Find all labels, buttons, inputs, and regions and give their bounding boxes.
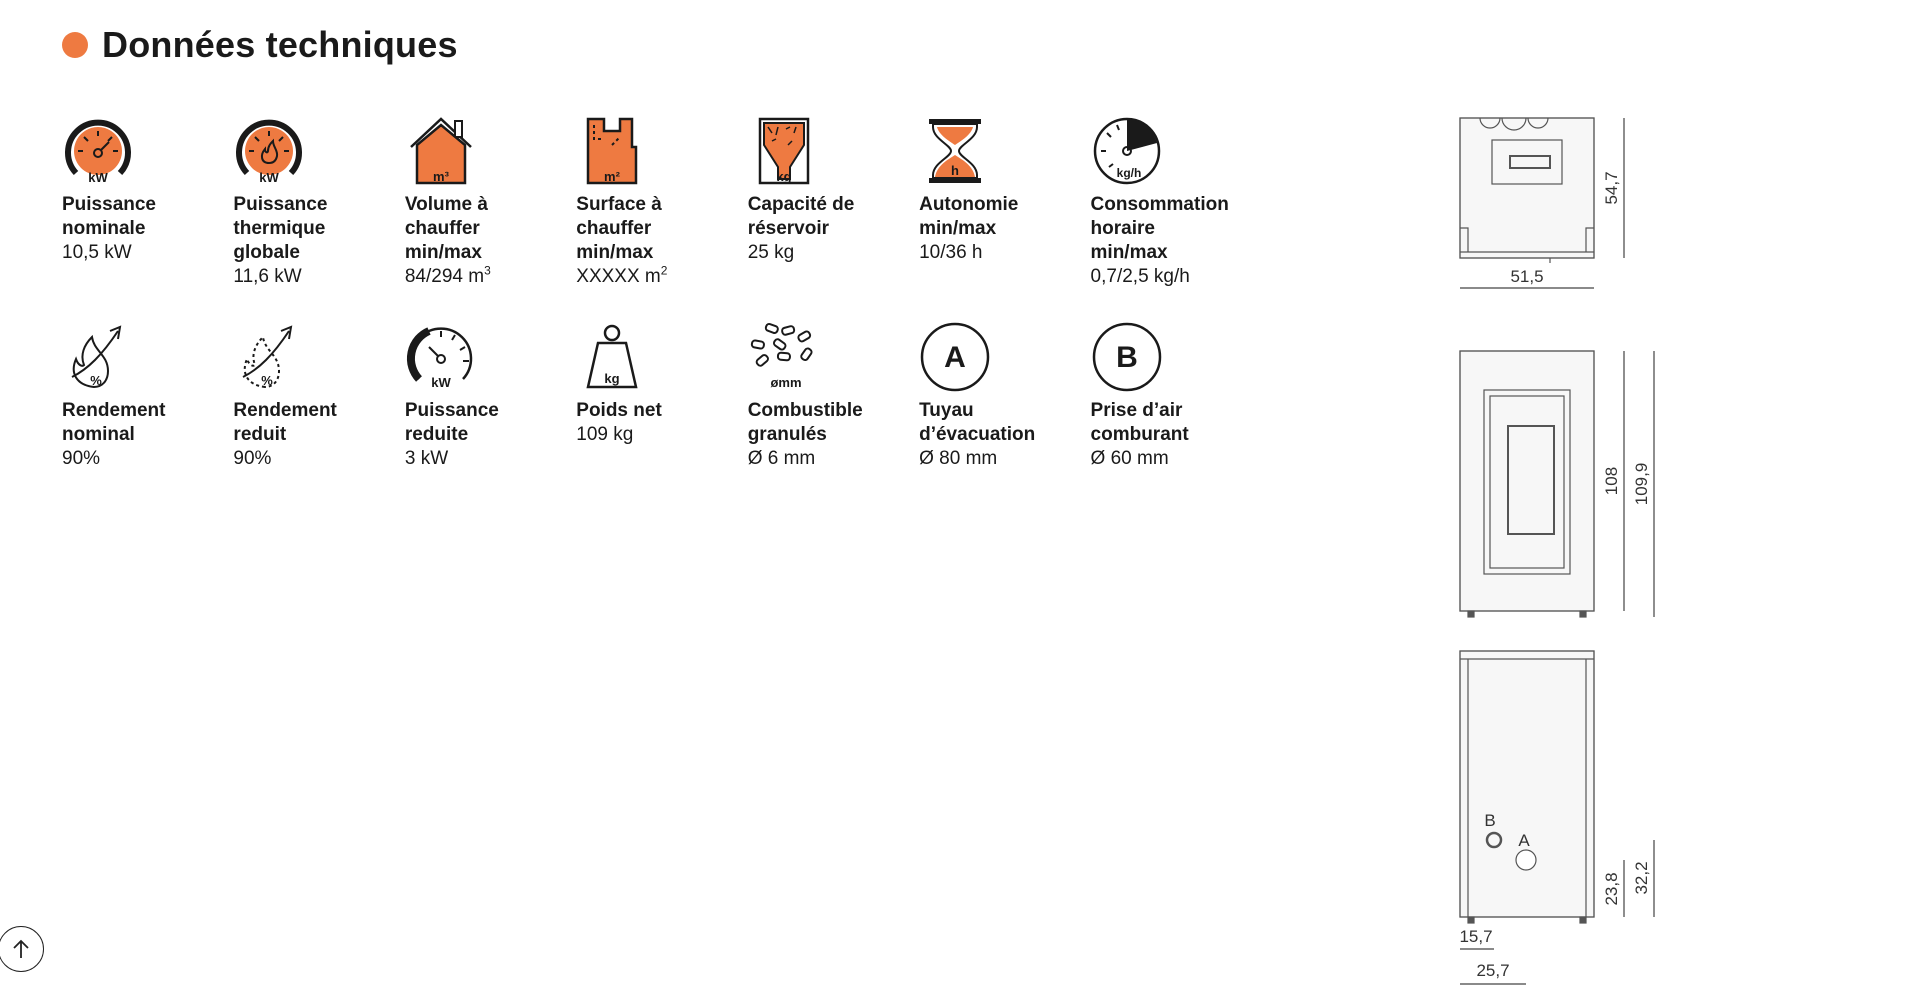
spec-label: reduite: [404, 424, 469, 445]
spec-label: horaire: [1090, 218, 1155, 239]
spec-label: Puissance: [233, 194, 328, 215]
spec-value: 10/36 h: [919, 242, 983, 263]
spec-value: 10,5 kW: [62, 242, 132, 263]
spec-rendement-reduit: [233, 321, 404, 471]
spec-label: Tuyau: [919, 400, 974, 421]
side-view-drawing: [1460, 651, 1594, 923]
spec-label: Rendement: [62, 400, 166, 421]
reduced-power-gauge-icon: [405, 321, 477, 393]
spec-surface: [576, 115, 747, 289]
spec-value: 3 kW: [404, 448, 449, 469]
spec-volume: [405, 115, 576, 289]
spec-value: 84/294 $m^3$: [404, 263, 491, 287]
spec-label: chauffer: [404, 218, 480, 239]
spec-label: thermique: [233, 218, 326, 239]
spec-label: réservoir: [747, 218, 830, 239]
spec-label: Capacité de: [747, 194, 855, 215]
consumption-clock-icon: [1091, 115, 1163, 187]
spec-label: Poids net: [576, 400, 662, 421]
spec-puissance-reduite: [405, 321, 576, 471]
tech-specs-grid: [62, 115, 1262, 471]
section-header: [62, 24, 458, 66]
specs-row-2: [62, 321, 1262, 471]
svg-text:kg: kg: [604, 371, 620, 386]
floor-plan-surface-icon: [576, 115, 648, 187]
weight-icon: [576, 321, 648, 393]
front-height-label: 108: [1602, 466, 1621, 496]
spec-value: XXXXX $m^2$: [576, 263, 668, 287]
spec-value: 11,6 kW: [233, 266, 302, 287]
spec-consommation: [1091, 115, 1262, 289]
spec-puissance-nominale: [62, 115, 233, 289]
spec-value: 25 kg: [747, 242, 795, 263]
svg-text:B: B: [1115, 341, 1138, 374]
spec-label: Surface à: [576, 194, 662, 215]
top-view-drawing: [1460, 118, 1594, 263]
spec-label: comburant: [1090, 424, 1189, 445]
spec-label: min/max: [919, 218, 997, 239]
spec-label: min/max: [404, 242, 482, 263]
spec-autonomie: [919, 115, 1090, 289]
spec-capacite: [748, 115, 919, 289]
spec-label: Puissance: [62, 194, 156, 215]
spec-label: min/max: [1090, 242, 1168, 263]
side-label-a: A: [1518, 831, 1530, 850]
spec-rendement-nominal: [62, 321, 233, 471]
svg-text:A: A: [944, 341, 966, 374]
svg-text:m²: m²: [604, 169, 621, 184]
spec-label: granulés: [747, 424, 827, 445]
thermal-flame-gauge-icon: [233, 115, 305, 187]
pellets-icon: [748, 321, 820, 393]
spec-value: Ø 80 mm: [919, 448, 998, 469]
reduced-efficiency-flame-icon: [233, 321, 305, 393]
spec-label: Consommation: [1090, 194, 1229, 215]
spec-label: nominale: [62, 218, 146, 239]
scroll-to-top-button[interactable]: [0, 926, 44, 972]
side-label-b: B: [1484, 811, 1496, 830]
spec-label: reduit: [233, 424, 287, 445]
front-total-height-label: 109,9: [1632, 462, 1651, 506]
accent-dot: [62, 32, 88, 58]
efficiency-flame-icon: [62, 321, 134, 393]
spec-prise-air: [1091, 321, 1262, 471]
pellet-tank-icon: [748, 115, 820, 187]
arrow-up-icon: [9, 937, 33, 961]
spec-poids: [576, 321, 747, 471]
side-offset-a-label: 25,7: [1476, 961, 1510, 980]
svg-text:kW: kW: [259, 170, 280, 185]
svg-text:h: h: [951, 163, 960, 178]
spec-label: chauffer: [576, 218, 652, 239]
spec-label: d’évacuation: [919, 424, 1036, 445]
svg-text:kW: kW: [431, 375, 451, 390]
spec-tuyau: [919, 321, 1090, 471]
spec-label: Puissance: [404, 400, 499, 421]
top-depth-label: 54,7: [1602, 171, 1621, 205]
spec-combustible: [748, 321, 919, 471]
dimension-drawings: [1440, 110, 1680, 988]
spec-label: min/max: [576, 242, 654, 263]
side-height-b-label: 32,2: [1632, 861, 1651, 895]
exhaust-pipe-a-icon: [919, 321, 991, 393]
svg-text:%: %: [261, 373, 274, 388]
spec-label: Combustible: [747, 400, 863, 421]
spec-value: 109 kg: [576, 424, 634, 445]
svg-text:kg/h: kg/h: [1116, 166, 1141, 180]
spec-label: Volume à: [404, 194, 488, 215]
svg-text:m³: m³: [432, 169, 449, 184]
svg-text:kW: kW: [88, 170, 108, 185]
spec-label: Autonomie: [919, 194, 1019, 215]
spec-value: 90%: [233, 448, 272, 469]
page-title: Données techniques: [102, 24, 458, 65]
spec-label: nominal: [62, 424, 135, 445]
side-offset-b-label: 15,7: [1459, 927, 1493, 946]
spec-value: Ø 60 mm: [1090, 448, 1169, 469]
air-intake-b-icon: [1091, 321, 1163, 393]
spec-puissance-thermique: [233, 115, 404, 289]
svg-text:%: %: [90, 373, 102, 388]
spec-value: Ø 6 mm: [747, 448, 816, 469]
top-width-label: 51,5: [1510, 267, 1544, 286]
power-gauge-icon: [62, 115, 134, 187]
svg-text:ømm: ømm: [770, 375, 802, 390]
house-volume-icon: [405, 115, 477, 187]
spec-value: 0,7/2,5 kg/h: [1090, 266, 1190, 287]
spec-label: Prise d’air: [1090, 400, 1183, 421]
side-height-a-label: 23,8: [1602, 872, 1621, 906]
front-view-drawing: [1460, 351, 1594, 617]
spec-value: 90%: [62, 448, 101, 469]
hourglass-icon: [919, 115, 991, 187]
spec-label: Rendement: [233, 400, 337, 421]
spec-label: globale: [233, 242, 300, 263]
specs-row-1: [62, 115, 1262, 289]
svg-text:kg: kg: [776, 169, 792, 184]
